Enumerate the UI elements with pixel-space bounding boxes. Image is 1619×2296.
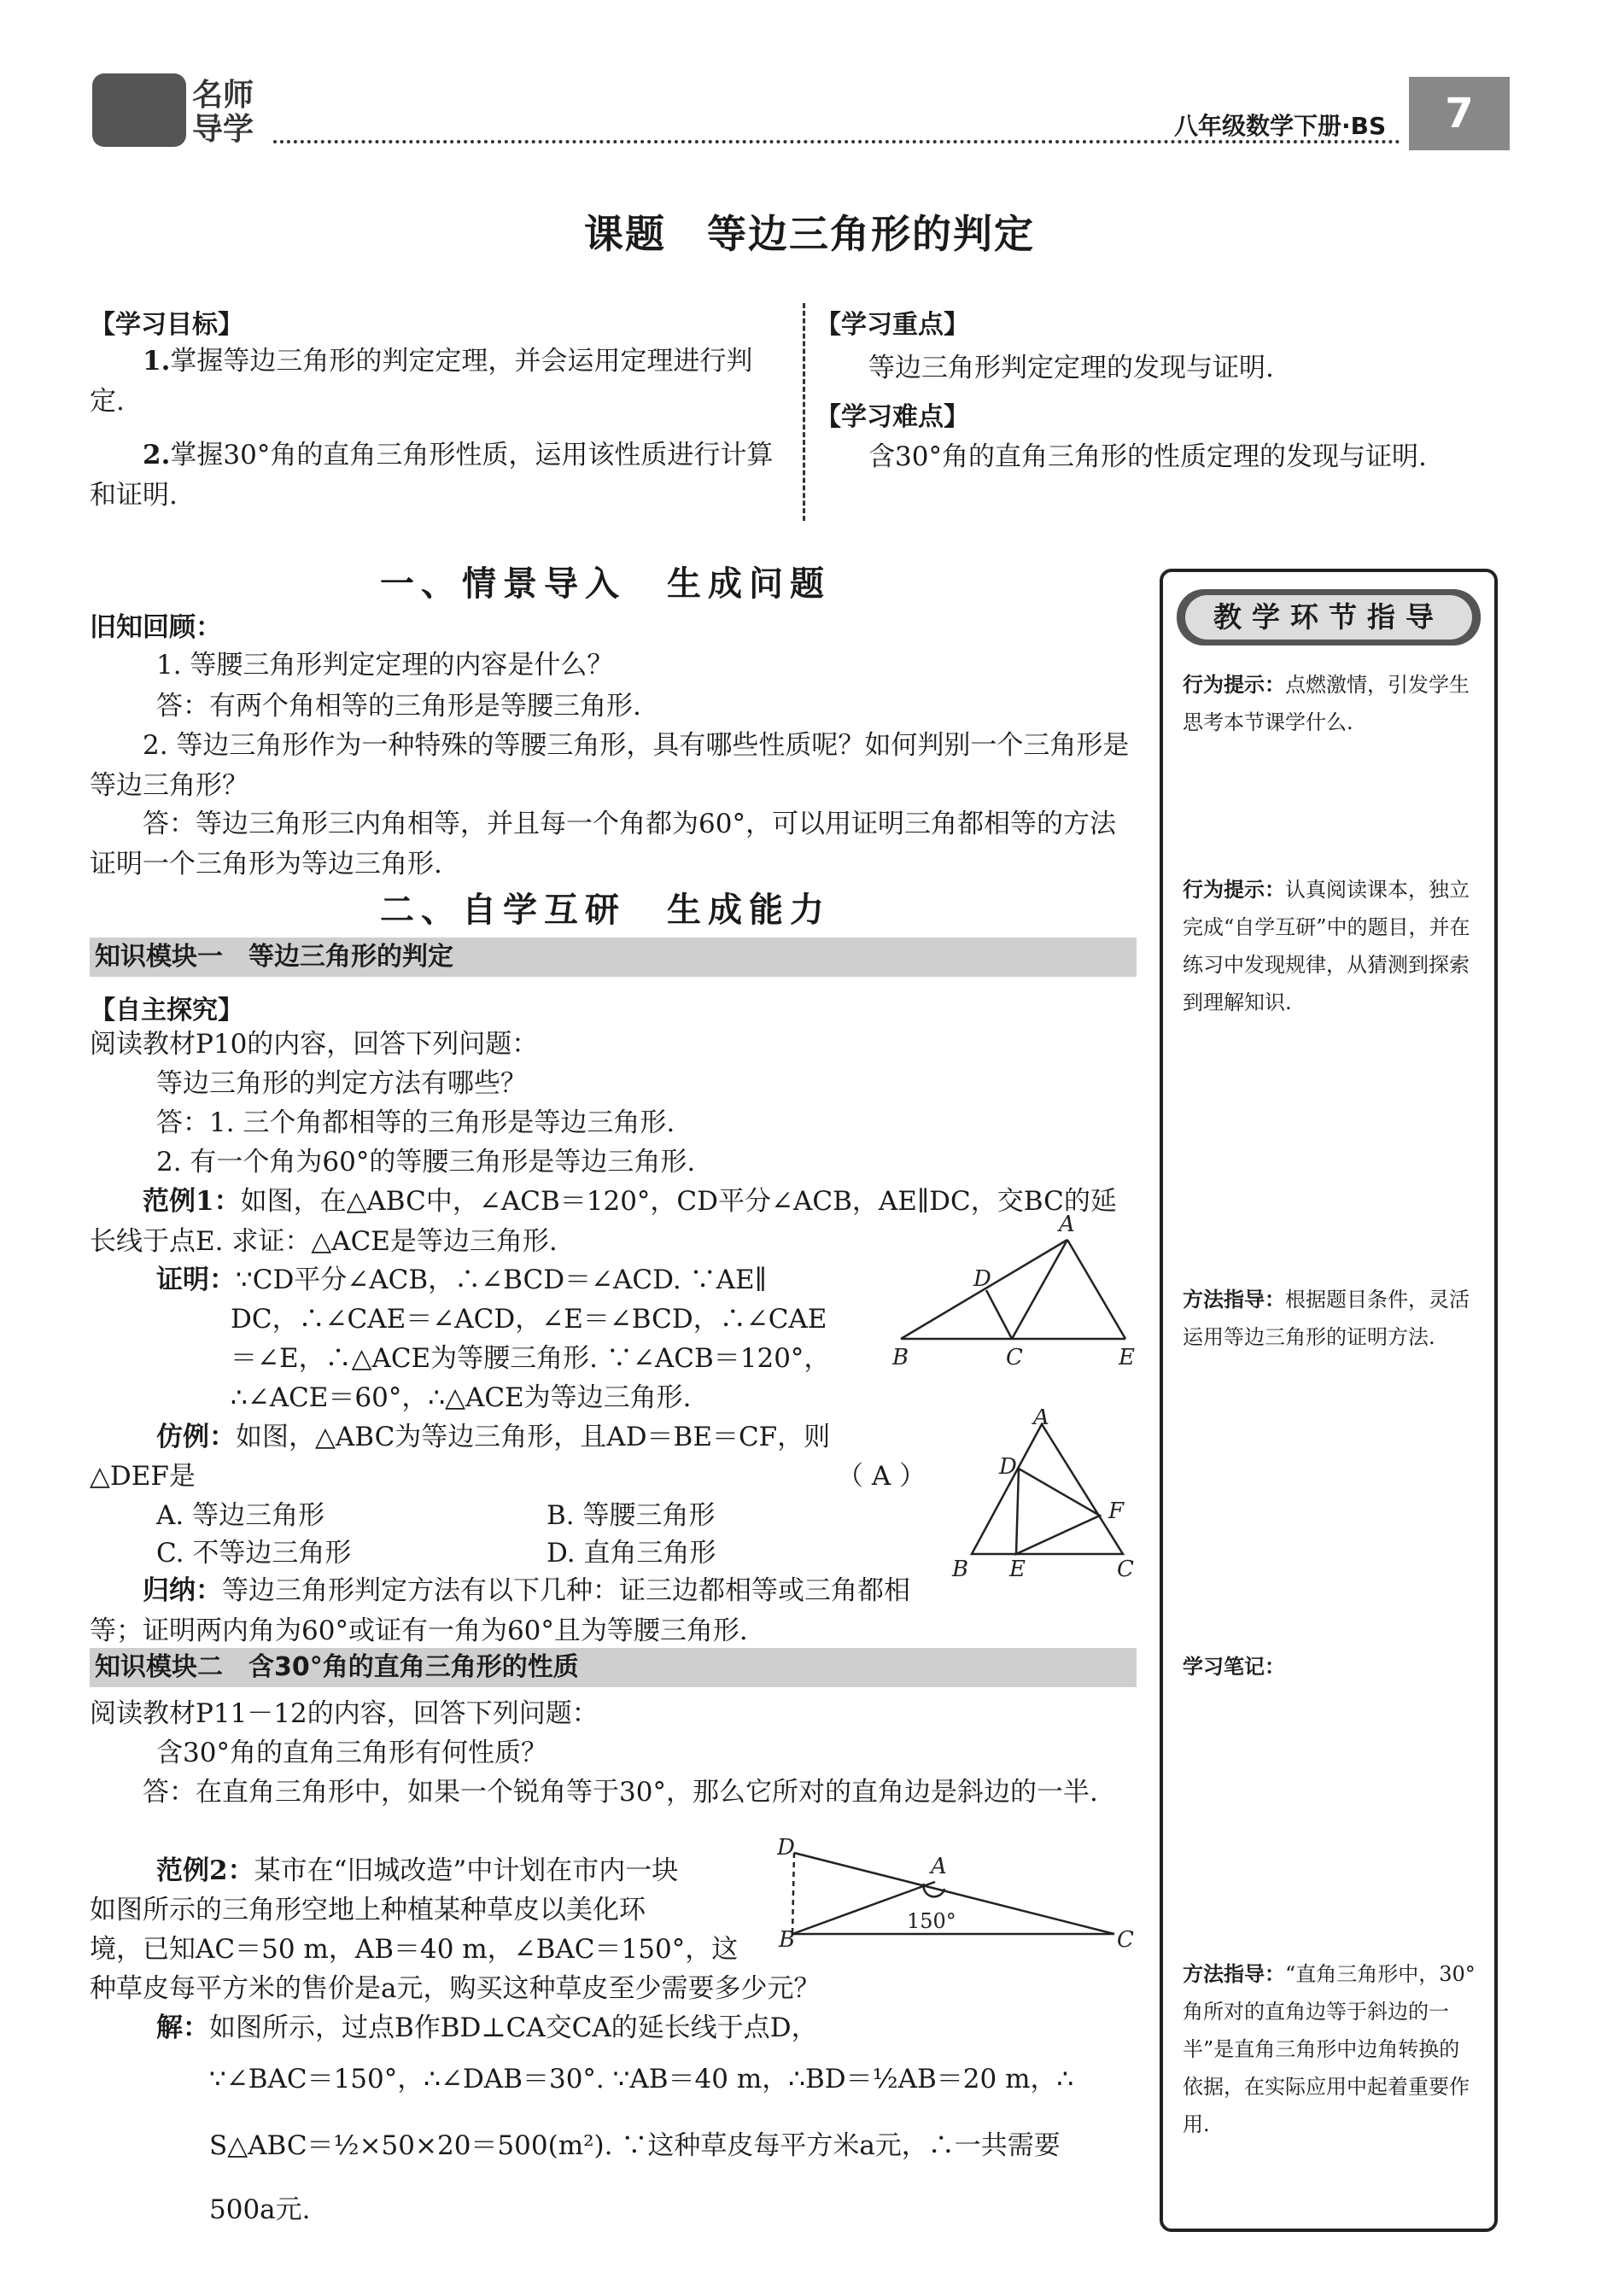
option-a: A. 等边三角形 bbox=[156, 1500, 325, 1531]
goals-divider bbox=[803, 303, 805, 521]
option-b: B. 等腰三角形 bbox=[546, 1500, 716, 1531]
side-notes-label: 学习笔记： bbox=[1183, 1655, 1285, 1679]
figure-3-triangle bbox=[777, 1836, 1144, 1955]
proof-line-3: ＝∠E，∴△ACE为等腰三角形. ∵∠ACB＝120°， bbox=[231, 1343, 831, 1374]
fig3-label-b: B bbox=[779, 1927, 796, 1953]
module-2-answer: 答：在直角三角形中，如果一个锐角等于30°，那么它所对的直角边是斜边的一半. bbox=[143, 1777, 1098, 1808]
review-q1: 1. 等腰三角形判定定理的内容是什么？ bbox=[156, 650, 614, 681]
side-tip-1-label: 行为提示： bbox=[1183, 673, 1285, 697]
imitation-text: 如图，△ABC为等边三角形，且AD＝BE＝CF，则 bbox=[236, 1422, 831, 1452]
explore-heading: 【自主探究】 bbox=[90, 996, 243, 1025]
side-tip-1-text: 点燃激情，引发学生思考本节课学什么. bbox=[1183, 673, 1470, 734]
fig2-label-e: E bbox=[1009, 1557, 1026, 1580]
side-method-1-label: 方法指导： bbox=[1183, 1288, 1285, 1312]
figure-1-triangle bbox=[888, 1212, 1144, 1375]
fig2-label-c: C bbox=[1117, 1557, 1134, 1580]
solution-line-4: 500a元. bbox=[209, 2194, 311, 2225]
module-1-bar: 知识模块一 等边三角形的判定 bbox=[90, 938, 1137, 977]
figure-2-triangle bbox=[948, 1409, 1144, 1580]
example-2-line-1 bbox=[156, 1851, 678, 1891]
review-q2: 2. 等边三角形作为一种特殊的等腰三角形，具有哪些性质呢？如何判别一个三角形是等边三角形？ bbox=[90, 730, 1130, 801]
proof-line-1 bbox=[156, 1260, 767, 1300]
side-tip-2-text: 认真阅读课本，独立完成“自学互研”中的题目，并在练习中发现规律，从猜测到探索到理解知识. bbox=[1183, 878, 1470, 1014]
proof-text-1: ∵CD平分∠ACB，∴∠BCD＝∠ACD. ∵AE∥ bbox=[236, 1265, 767, 1295]
side-tip-2-label: 行为提示： bbox=[1183, 878, 1285, 902]
module-2-read: 阅读教材P11－12的内容，回答下列问题： bbox=[90, 1698, 599, 1729]
goal-item-1 bbox=[90, 342, 781, 422]
example-2-text-1: 某市在“旧城改造”中计划在市内一块 bbox=[254, 1855, 679, 1886]
book-title: 八年级数学下册·BS bbox=[1174, 112, 1387, 140]
module-1-question: 等边三角形的判定方法有哪些？ bbox=[156, 1068, 527, 1099]
review-a1: 答：有两个角相等的三角形是等腰三角形. bbox=[156, 691, 641, 722]
fig1-label-c: C bbox=[1006, 1345, 1023, 1370]
page-number: 7 bbox=[1409, 77, 1510, 150]
fig2-label-f: F bbox=[1108, 1499, 1125, 1524]
goal-item-1-num: 1. bbox=[143, 346, 171, 377]
fig3-label-a: A bbox=[931, 1854, 947, 1879]
module-2-bar: 知识模块二 含30°角的直角三角形的性质 bbox=[90, 1648, 1137, 1687]
option-c: C. 不等边三角形 bbox=[156, 1538, 352, 1569]
side-tip-2 bbox=[1183, 871, 1477, 1021]
difficulty-text: 含30°角的直角三角形的性质定理的发现与证明. bbox=[868, 441, 1427, 472]
solution-text-1: 如图所示，过点B作BD⊥CA交CA的延长线于点D， bbox=[209, 2013, 818, 2043]
example-2-line-2: 如图所示的三角形空地上种植某种草皮以美化环 bbox=[90, 1895, 646, 1925]
side-tip-1 bbox=[1183, 666, 1477, 741]
page-header bbox=[0, 0, 1619, 171]
fig1-label-e: E bbox=[1119, 1345, 1135, 1370]
solution-line-1 bbox=[156, 2008, 818, 2048]
section-2-title: 二、自学互研 生成能力 bbox=[380, 891, 831, 930]
fig3-label-c: C bbox=[1117, 1927, 1134, 1953]
side-method-2 bbox=[1183, 1955, 1477, 2143]
logo-text: 名师导学 bbox=[192, 78, 254, 147]
fig2-label-d: D bbox=[999, 1454, 1017, 1480]
summary-label: 归纳： bbox=[143, 1575, 222, 1606]
key-point-text: 等边三角形判定定理的发现与证明. bbox=[868, 353, 1274, 383]
goal-item-2-text: 掌握30°角的直角三角形性质，运用该性质进行计算和证明. bbox=[90, 440, 774, 511]
imitation-answer: （ A ） bbox=[837, 1461, 926, 1492]
module-1-answer-2: 2. 有一个角为60°的等腰三角形是等边三角形. bbox=[156, 1147, 696, 1177]
fig3-angle-label: 150° bbox=[907, 1909, 956, 1933]
option-d: D. 直角三角形 bbox=[546, 1538, 716, 1569]
example-2-line-3: 境，已知AC＝50 m，AB＝40 m，∠BAC＝150°，这 bbox=[90, 1934, 739, 1965]
module-2-question: 含30°角的直角三角形有何性质？ bbox=[156, 1738, 547, 1768]
side-method-1-text: 根据题目条件，灵活运用等边三角形的证明方法. bbox=[1183, 1288, 1470, 1349]
summary-text: 等边三角形判定方法有以下几种：证三边都相等或三角都相等；证明两内角为60°或证有一角为60°且为等腰三角形. bbox=[90, 1575, 910, 1646]
fig1-label-b: B bbox=[892, 1345, 909, 1370]
fig3-label-d: D bbox=[777, 1836, 795, 1861]
solution-label: 解： bbox=[156, 2013, 209, 2043]
review-label: 旧知回顾： bbox=[90, 612, 222, 643]
module-1-read: 阅读教材P10的内容，回答下列问题： bbox=[90, 1029, 539, 1060]
example-1-label: 范例1： bbox=[143, 1186, 241, 1217]
side-method-2-text: “直角三角形中，30°角所对的直角边等于斜边的一半”是直角三角形中边角转换的依据，在实际应用中起着重要作用. bbox=[1183, 1962, 1476, 2136]
lesson-title: 课题 等边三角形的判定 bbox=[584, 211, 1035, 257]
example-1-text: 如图，在△ABC中，∠ACB＝120°，CD平分∠ACB，AE∥DC，交BC的延长线于点E. 求证：△ACE是等边三角形. bbox=[90, 1186, 1117, 1257]
side-method-1 bbox=[1183, 1281, 1477, 1356]
publisher-logo bbox=[92, 73, 186, 147]
solution-line-2: ∵∠BAC＝150°，∴∠DAB＝30°. ∵AB＝40 m，∴BD＝½AB＝20 m，∴ bbox=[209, 2064, 1074, 2094]
imitation-line-2: △DEF是 bbox=[90, 1461, 196, 1492]
imitation-label: 仿例： bbox=[156, 1422, 236, 1452]
goal-item-2-num: 2. bbox=[143, 440, 171, 470]
goal-item-1-text: 掌握等边三角形的判定定理，并会运用定理进行判定. bbox=[90, 346, 753, 417]
example-2-line-4: 种草皮每平方米的售价是a元，购买这种草皮至少需要多少元？ bbox=[90, 1973, 821, 2004]
module-1-answer-1: 答：1. 三个角都相等的三角形是等边三角形. bbox=[156, 1107, 675, 1138]
proof-line-4: ∴∠ACE＝60°，∴△ACE为等边三角形. bbox=[231, 1382, 692, 1413]
imitation-line-1 bbox=[156, 1417, 830, 1458]
key-point-heading: 【学习重点】 bbox=[815, 310, 969, 340]
fig1-label-a: A bbox=[1059, 1212, 1075, 1237]
difficulty-heading: 【学习难点】 bbox=[815, 402, 969, 432]
teaching-guide-banner-text: 教学环节指导 bbox=[1185, 595, 1472, 640]
proof-line-2: DC，∴∠CAE＝∠ACD，∠E＝∠BCD，∴∠CAE bbox=[231, 1304, 827, 1335]
review-a2: 答：等边三角形三内角相等，并且每一个角都为60°，可以用证明三角都相等的方法证明一个三角形为等边三角形. bbox=[90, 809, 1116, 879]
proof-label: 证明： bbox=[156, 1265, 236, 1295]
example-2-label: 范例2： bbox=[156, 1855, 254, 1886]
summary bbox=[90, 1571, 952, 1651]
goals-heading: 【学习目标】 bbox=[90, 310, 243, 340]
fig2-label-b: B bbox=[952, 1557, 969, 1580]
side-method-2-label: 方法指导： bbox=[1183, 1962, 1285, 1986]
goal-item-2 bbox=[90, 435, 781, 516]
fig1-label-d: D bbox=[973, 1266, 991, 1292]
section-1-title: 一、情景导入 生成问题 bbox=[380, 564, 831, 604]
fig2-label-a: A bbox=[1033, 1409, 1049, 1430]
solution-line-3: S△ABC＝½×50×20＝500(m²). ∵这种草皮每平方米a元，∴一共需要 bbox=[209, 2130, 1061, 2161]
